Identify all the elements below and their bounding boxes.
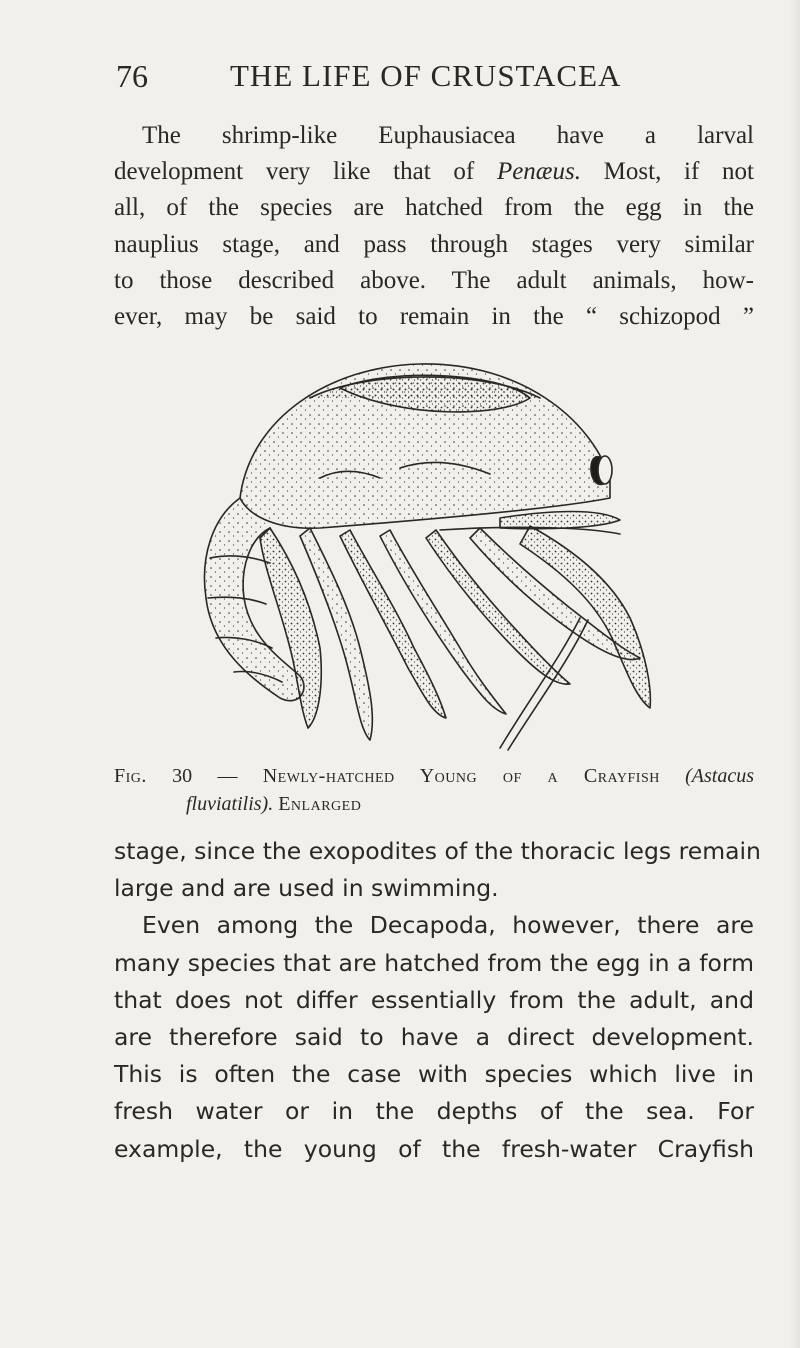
fig-enlarged: Enlarged	[278, 793, 362, 815]
running-head: THE LIFE OF CRUSTACEA	[230, 58, 622, 93]
species-name-part2: fluviatilis).	[186, 793, 274, 815]
page-header	[116, 58, 756, 98]
paragraph-line: ever, may be said to remain in the “ schizopod ”	[114, 303, 754, 331]
fig-dash: —	[192, 765, 263, 787]
paragraph-line: This is often the case with species which live in	[114, 1060, 754, 1089]
paragraph-line: fresh water or in the depths of the sea. For	[114, 1097, 754, 1126]
species-name-part1: (Astacus	[685, 765, 754, 787]
paragraph-1	[114, 118, 754, 335]
paragraph-line: large and are used in swimming.	[114, 874, 499, 903]
paragraph-line: Even among the Decapoda, however, there are	[142, 911, 754, 940]
page-edge-shadow	[790, 0, 800, 1348]
fig-label: Fig.	[114, 765, 147, 787]
crayfish-larva-illustration	[200, 358, 660, 758]
figure-caption	[114, 762, 754, 818]
paragraph-line: The shrimp-like Euphausiacea have a larval	[142, 122, 754, 149]
paragraph-2	[114, 833, 761, 1168]
paragraph-line: are therefore said to have a direct development.	[114, 1023, 754, 1052]
line-text: development very like that of	[114, 158, 497, 186]
paragraph-line: many species that are hatched from the egg in a form	[114, 948, 754, 977]
genus-name: Penæus.	[496, 158, 581, 186]
paragraph-line: to those described above. The adult animals, how-	[114, 266, 754, 294]
caption-line	[114, 762, 754, 790]
cheliped	[520, 526, 650, 708]
line-text: Most, if not	[580, 158, 754, 186]
fig-title: Newly-hatched Young of a Crayfish	[262, 765, 660, 787]
caption-line	[114, 790, 754, 818]
page-number: 76	[116, 58, 148, 94]
paragraph-line: that does not differ essentially from the adult, and	[114, 985, 754, 1014]
paragraph-line: example, the young of the fresh-water Crayfish	[114, 1134, 754, 1163]
paragraph-line: all, of the species are hatched from the egg in the	[114, 194, 754, 222]
paragraph-line: stage, since the exopodites of the thoracic legs remain	[114, 837, 761, 865]
paragraph-line: nauplius stage, and pass through stages very similar	[114, 230, 754, 258]
paragraph-line	[114, 154, 754, 190]
fig-number: 30	[172, 765, 193, 787]
